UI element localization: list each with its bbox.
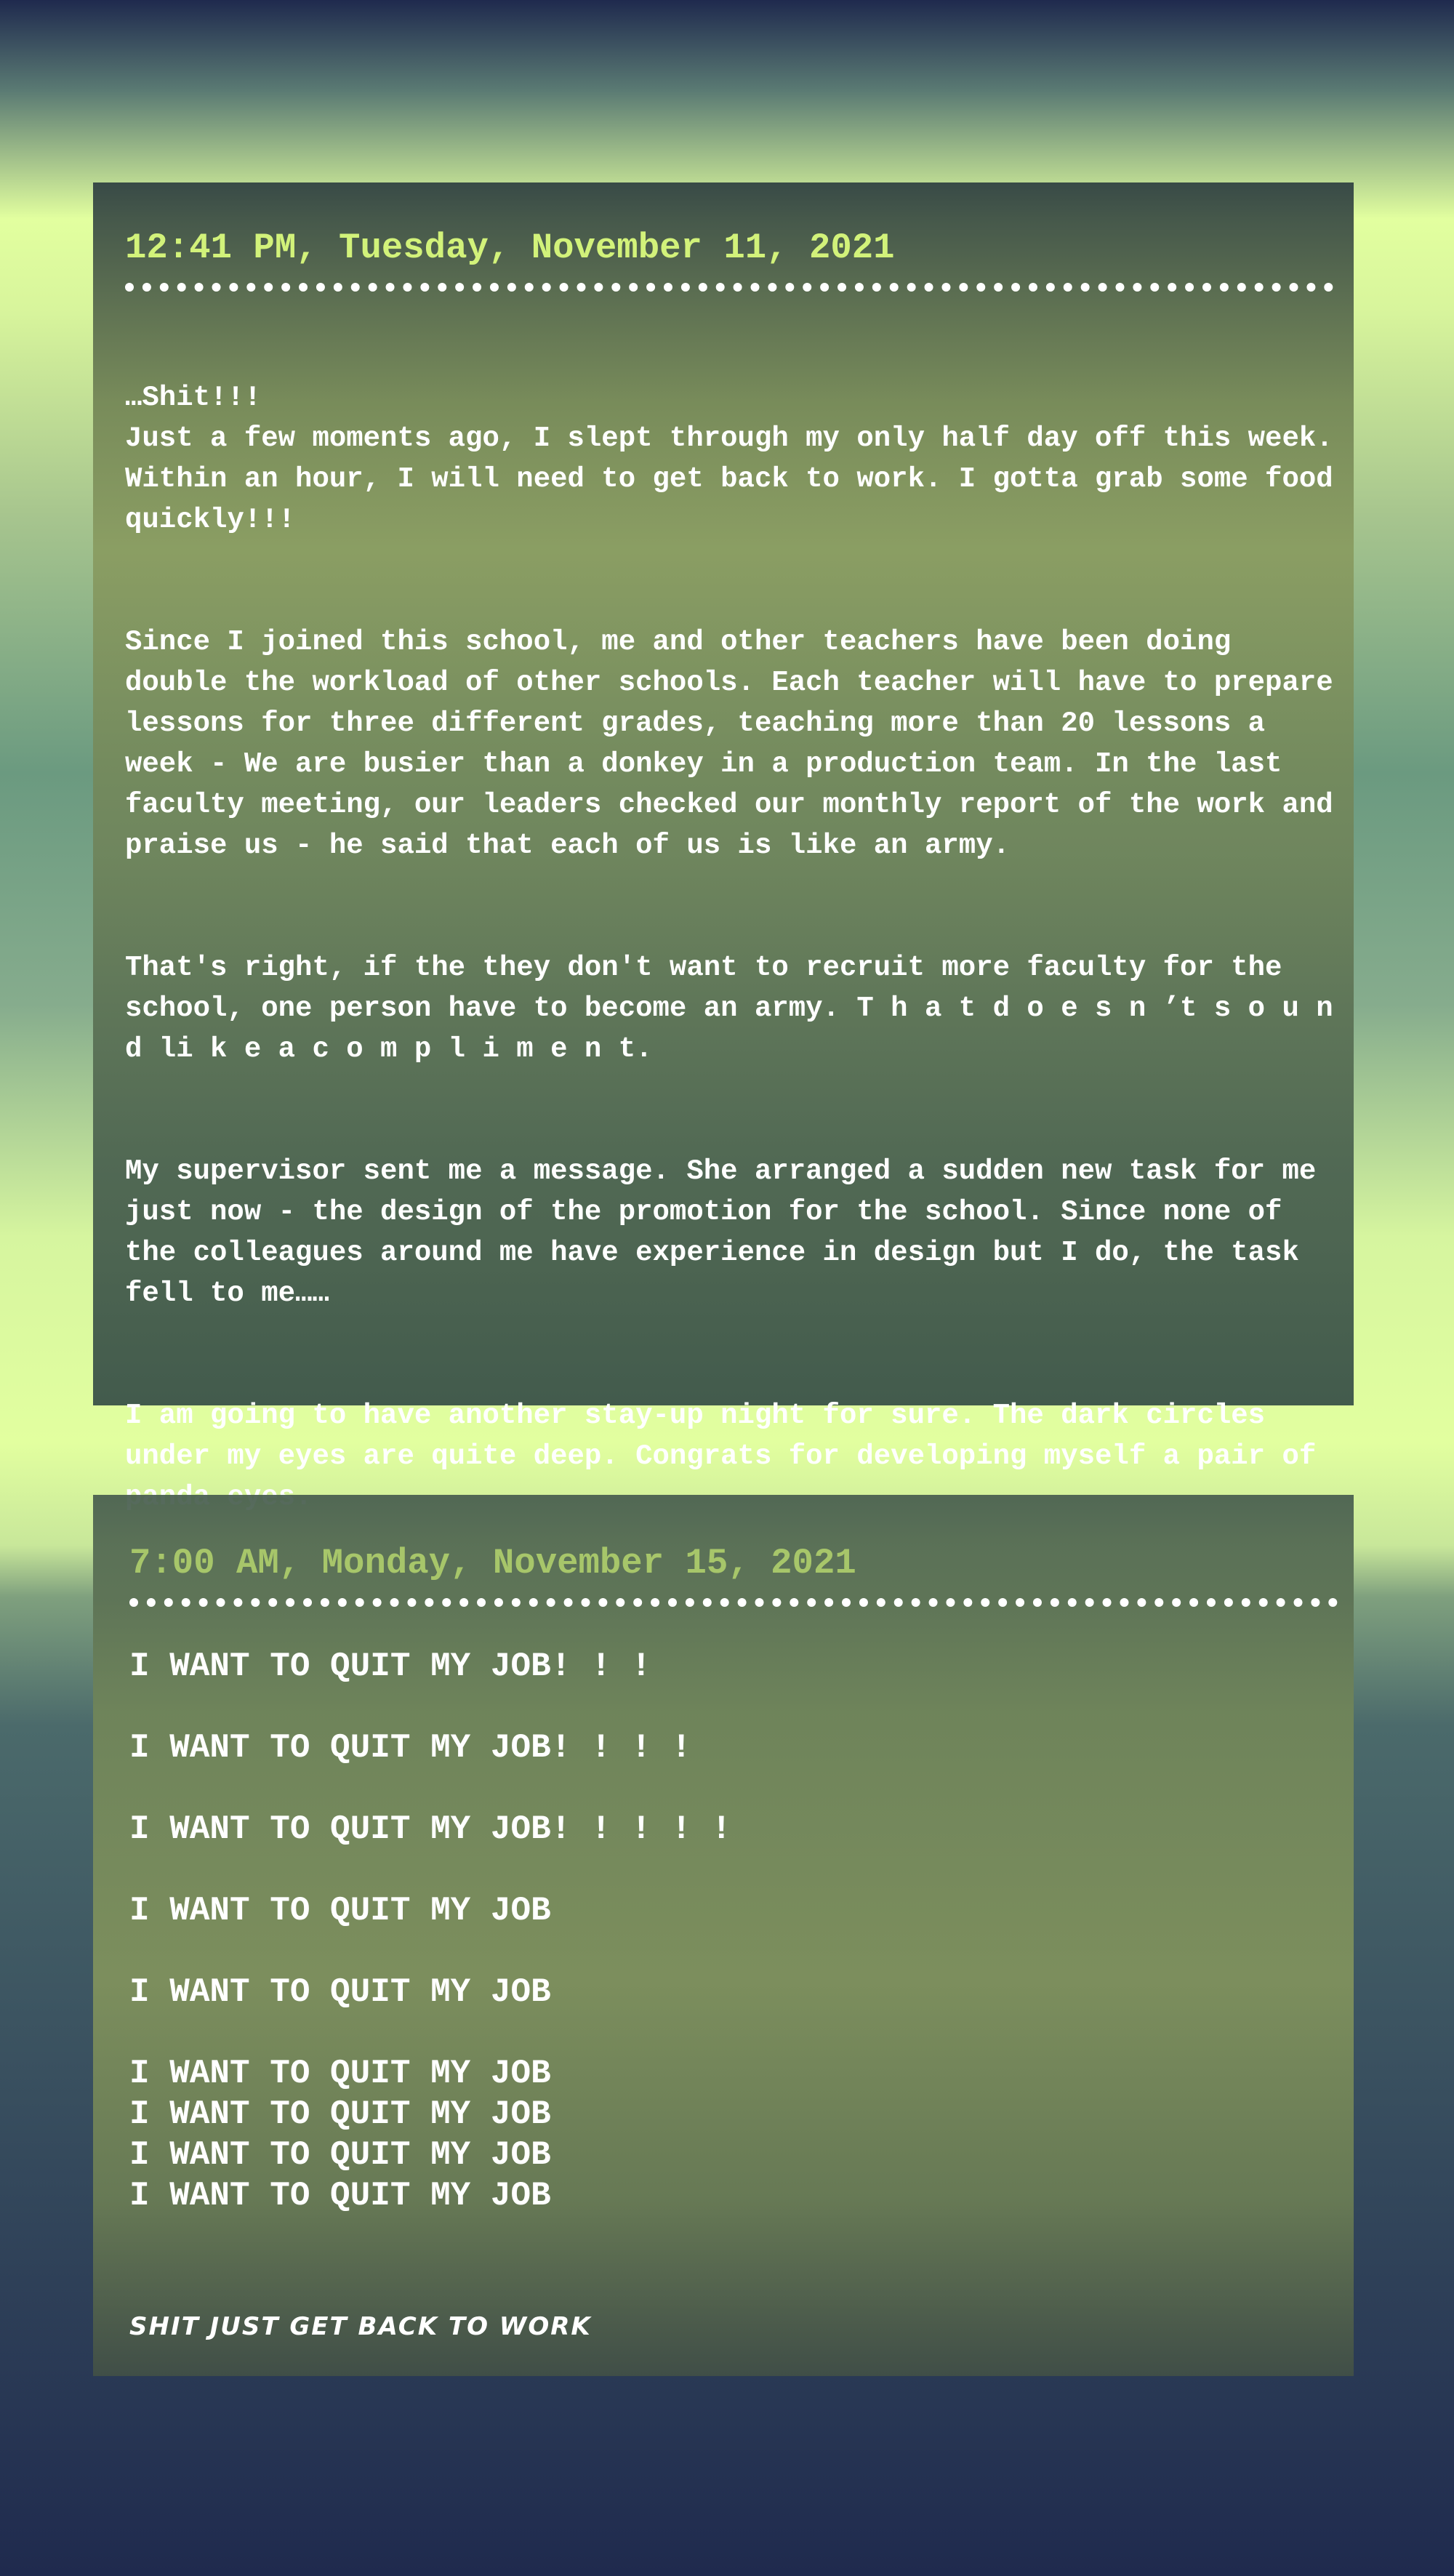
signoff-text: SHIT JUST GET BACK TO WORK	[129, 2312, 592, 2341]
quit-line: I WANT TO QUIT MY JOB	[129, 2136, 551, 2174]
quit-line: I WANT TO QUIT MY JOB! ! !	[129, 1648, 651, 1685]
quit-line: I WANT TO QUIT MY JOB	[129, 2055, 551, 2093]
diary-entry-2	[93, 1495, 1354, 2376]
entry-date: 12:41 PM, Tuesday, November 11, 2021	[125, 228, 895, 268]
quit-line: I WANT TO QUIT MY JOB	[129, 1973, 551, 2011]
entry-body	[125, 337, 1335, 1599]
quit-line: I WANT TO QUIT MY JOB! ! ! ! !	[129, 1810, 732, 1848]
entry-paragraph: Since I joined this school, me and other teachers have been doing double the workload of other schools. Each teacher will have to prepare lessons for three different grades, teaching more than 20 lessons a week - We are busier than a donkey in a production team. In the last faculty meeting, our leaders checked our monthly report of the work and praise us - he said that each of us is like an army.	[125, 626, 1333, 862]
diary-entry-1	[93, 182, 1354, 1472]
quit-line: I WANT TO QUIT MY JOB	[129, 2095, 551, 2133]
quit-lines	[129, 1646, 1341, 2216]
entry-paragraph: …Shit!!! Just a few moments ago, I slept through my only half day off this week. Within an hour, I will need to get back to work. I gotta grab some food quickly!!!	[125, 382, 1333, 536]
dotted-divider	[125, 283, 1333, 292]
entry-paragraph: My supervisor sent me a message. She arranged a sudden new task for me just now - the design of the promotion for the school. Since none of the colleagues around me have experience in design but I do, the task fell to me……	[125, 1155, 1317, 1309]
quit-line: I WANT TO QUIT MY JOB	[129, 1892, 551, 1930]
quit-line: I WANT TO QUIT MY JOB! ! ! !	[129, 1729, 691, 1767]
entry-paragraph: That's right, if the they don't want to recruit more faculty for the school, one person have to become an army. T h a t d o e s n ’t s o u n d li k e a c o m p l i m e n t.	[125, 952, 1333, 1065]
entry-paragraph: I am going to have another stay-up night for sure. The dark circles under my eyes are quite deep. Congrats for developing myself a pair of	[125, 1400, 1317, 1472]
dotted-divider	[129, 1598, 1338, 1607]
quit-line: I WANT TO QUIT MY JOB	[129, 2177, 551, 2215]
entry-date: 7:00 AM, Monday, November 15, 2021	[129, 1543, 856, 1584]
